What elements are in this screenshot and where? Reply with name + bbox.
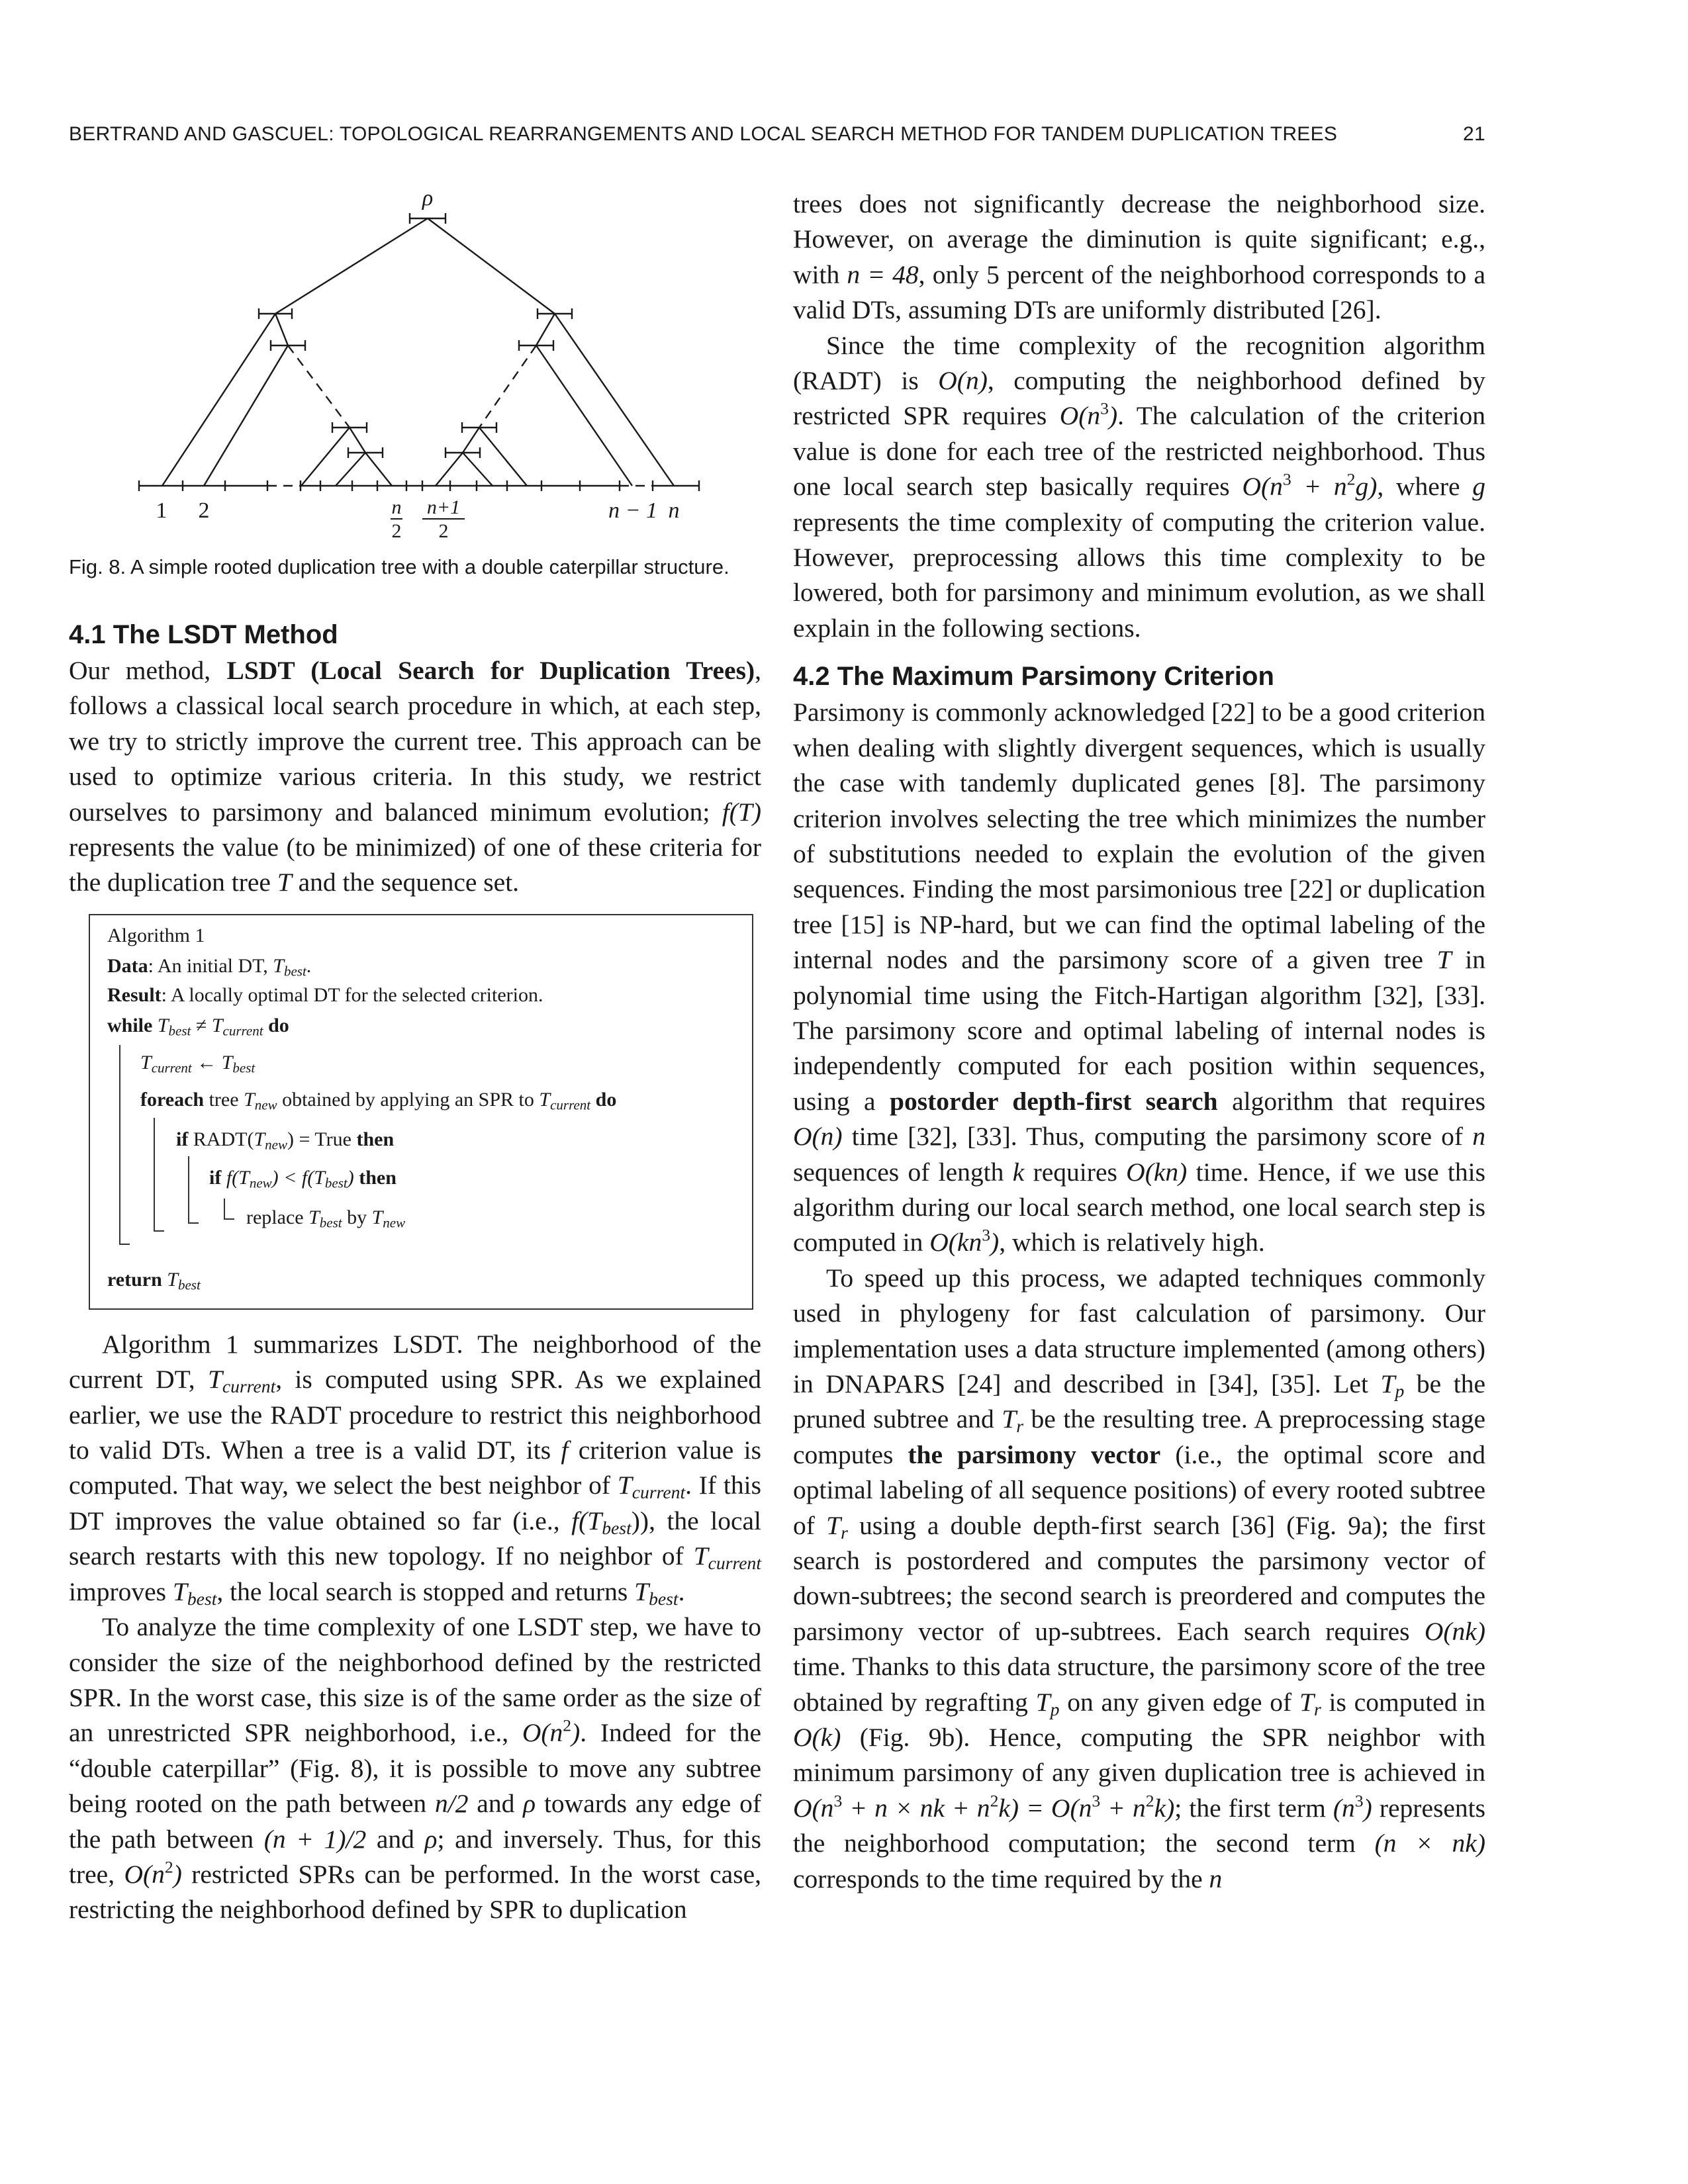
tree-branch (365, 453, 392, 486)
tree-branch (463, 453, 492, 486)
algorithm-return-line: return $T_{best}$ (107, 1268, 201, 1293)
leaf-label-n-plus-1-num: n+1 (426, 496, 461, 518)
left-column (69, 187, 761, 1928)
section-4-2-title: 4.2 The Maximum Parsimony Criterion (793, 662, 1274, 692)
tree-branch (336, 453, 365, 486)
tree-branch (275, 314, 288, 345)
node-mark (259, 308, 292, 319)
paragraph-parsimony-intro: Parsimony is commonly acknowledged [22] to be a good criterion when dealing with slightly divergent sequences, which is usually the case with tandemly duplicated genes [8]. The parsimony criterion involves selecting the tree which minimizes the number of substitutions needed to explain the evolution of the given sequences. Finding the most parsimonious tree [22] or duplication tree [15] is NP-hard, but we can find the optimal labeling of the internal nodes and the parsimony score of a given tree T in polynomial time using the Fitch-Hartigan algorithm [32], [33]. The parsimony score and optimal labeling of internal nodes is independently computed for each position within sequences, using a postorder depth-first search algorithm that requires O(n) time [32], [33]. Thus, computing the parsimony score of n sequences of length k requires O(kn) time. Hence, if we use this algorithm during our local search method, one local search step is computed in $O(kn^3)$, which is relatively high. (793, 698, 1485, 1257)
algorithm-replace-line: replace $T_{best}$ by $T_{new}$ (246, 1206, 406, 1231)
section-4-1-title: 4.1 The LSDT Method (69, 620, 338, 649)
foreach-block-bar (154, 1118, 155, 1230)
algorithm-if-criterion-line: if $f(T_{new}) < f(T_{best})$ then (209, 1166, 397, 1191)
leaf-label-n-half-den: 2 (391, 520, 402, 542)
node-mark (348, 447, 383, 458)
if-criterion-block-bar (224, 1199, 225, 1218)
leaf-label-n-plus-1-den: 2 (438, 520, 449, 542)
if-radt-block-bar (188, 1156, 189, 1222)
tree-branch (350, 428, 365, 453)
paragraph-time-complexity: To analyze the time complexity of one LSDT step, we have to consider the size of the neighborhood defined by the restricted SPR. In the worst case, this size is of the same order as the size of an unrestricted SPR neighborhood, i.e., $O(n^2)$. Indeed for the “double caterpillar” (Fig. 8), it is possible to move any subtree being rooted on the path between n/2 and ρ towards any edge of the path between (n + 1)/2 and ρ; and inversely. Thus, for this tree, $O(n^2)$ restricted SPRs can be performed. In the worst case, restricting the neighborhood defined by SPR to duplication (69, 1612, 762, 1925)
leaf-label-n: n (668, 498, 680, 523)
tree-branch-dashed (288, 345, 350, 428)
tree-branch (301, 428, 350, 486)
tree-branch (428, 218, 555, 314)
tree-branch (275, 218, 428, 314)
algorithm-title: Algorithm 1 (107, 924, 205, 946)
figure-8-caption: Fig. 8. A simple rooted duplication tree with a double caterpillar structure. (69, 555, 729, 578)
paragraph-neighborhood-size: trees does not significantly decrease the neighborhood size. However, on average the diminution is quite significant; e.g., with n = 48, only 5 percent of the neighborhood corresponds to a valid DTs, assuming DTs are uniformly distributed [26]. (793, 189, 1486, 325)
node-mark (519, 340, 553, 351)
if-criterion-block-end (224, 1218, 234, 1220)
paragraph-radt-complexity: Since the time complexity of the recognition algorithm (RADT) is O(n), computing the neighborhood defined by restricted SPR requires $O(n^3)$. The calculation of the criterion value is done for each tree of the restricted neighborhood. Thus one local search step basically requires $O(n^3 + n^2g)$, where g represents the time complexity of computing the criterion value. However, preprocessing allows this time complexity to be lowered, both for parsimony and minimum evolution, as we shall explain in the following sections. (793, 330, 1486, 643)
tree-branch (463, 428, 479, 453)
paragraph-speed-up: To speed up this process, we adapted techniques commonly used in phylogeny for fast calculation of parsimony. Our implementation uses a data structure implemented (among others) in DNAPARS [24] and described in [34], [35]. Let $T_p$ be the pruned subtree and $T_r$ be the resulting tree. A preprocessing stage computes the parsimony vector (i.e., the optimal score and optimal labeling of all sequence positions) of every rooted subtree of $T_r$ using a double depth-first search [36] (Fig. 9a); the first search is postordered and computes the parsimony vector of down-subtrees; the second search is preordered and computes the parsimony vector of up-subtrees. Each search requires O(nk) time. Thanks to this data structure, the parsimony score of the tree obtained by regrafting $T_p$ on any given edge of $T_r$ is computed in O(k) (Fig. 9b). Hence, computing the SPR neighbor with minimum parsimony of any given duplication tree is achieved in $O(n^3 + n$ × nk + $n^2k) = O(n^3 + n^2k)$; the first term $(n^3)$ represents the neighborhood computation; the second term (n × nk) corresponds to the time required by the n (793, 1263, 1486, 1893)
while-block-end (119, 1244, 130, 1245)
leaf-label-n-half-num: n (391, 496, 402, 518)
tree-branch (536, 345, 632, 486)
if-radt-block-end (188, 1222, 199, 1224)
leaf-label-1: 1 (156, 498, 167, 523)
algorithm-foreach-line: foreach tree $T_{new}$ obtained by applying an SPR to $T_{current}$ do (140, 1088, 617, 1113)
tree-branch (204, 345, 288, 486)
foreach-block-end (154, 1230, 164, 1232)
tree-branch (536, 314, 555, 345)
tree-branch-dashed (479, 345, 536, 428)
paragraph-lsdt-intro: Our method, LSDT (Local Search for Duplication Trees), follows a classical local search procedure in which, at each step, we try to strictly improve the current tree. This approach can be used to optimize various criteria. In this study, we restrict ourselves to parsimony and balanced minimum evolution; f(T) represents the value (to be minimized) of one of these criteria for the duplication tree T and the sequence set. (69, 656, 761, 897)
algorithm-assign-line: $T_{current}$ ← $T_{best}$ (140, 1051, 256, 1076)
leaf-label-n-minus-1: n − 1 (608, 498, 657, 523)
node-mark (271, 340, 305, 351)
paragraph-algorithm-summary: Algorithm 1 summarizes LSDT. The neighborhood of the current DT, $T_{current}$, is computed using SPR. As we explained earlier, we use the RADT procedure to restrict this neighborhood to valid DTs. When a tree is a valid DT, its f criterion value is computed. That way, we select the best neighbor of $T_{current}$. If this DT improves the value obtained so far (i.e., $f(T_{best})$), the local search restarts with this new topology. If no neighbor of $T_{current}$ improves $T_{best}$, the local search is stopped and returns $T_{best}$. (69, 1329, 761, 1609)
leaf-label-2: 2 (198, 498, 210, 523)
running-title: BERTRAND AND GASCUEL: TOPOLOGICAL REARRANGEMENTS AND LOCAL SEARCH METHOD FOR TANDEM DUPLICATION TREES (69, 123, 1338, 145)
node-mark (462, 422, 496, 433)
page-number: 21 (1463, 123, 1485, 145)
double-caterpillar-tree-diagram (69, 187, 761, 544)
tree-branch (436, 453, 463, 486)
algorithm-1-box (89, 914, 753, 1310)
right-column (793, 187, 1485, 1897)
node-mark (538, 308, 572, 319)
running-head (69, 123, 1485, 150)
node-mark (445, 447, 480, 458)
tree-branch (479, 428, 527, 486)
algorithm-if-radt-line: if $RADT(T_{new})$ = True then (176, 1128, 395, 1153)
root-label: ρ (422, 187, 434, 210)
node-mark (332, 422, 367, 433)
while-block-bar (119, 1045, 120, 1244)
figure-8 (69, 187, 761, 544)
algorithm-result-line: Result: A locally optimal DT for the selected criterion. (107, 983, 543, 1006)
algorithm-data-line: Data: An initial DT, $T_{best}$. (107, 954, 312, 979)
algorithm-while-line: while $T_{best} \ne T_{current}$ do (107, 1014, 289, 1039)
